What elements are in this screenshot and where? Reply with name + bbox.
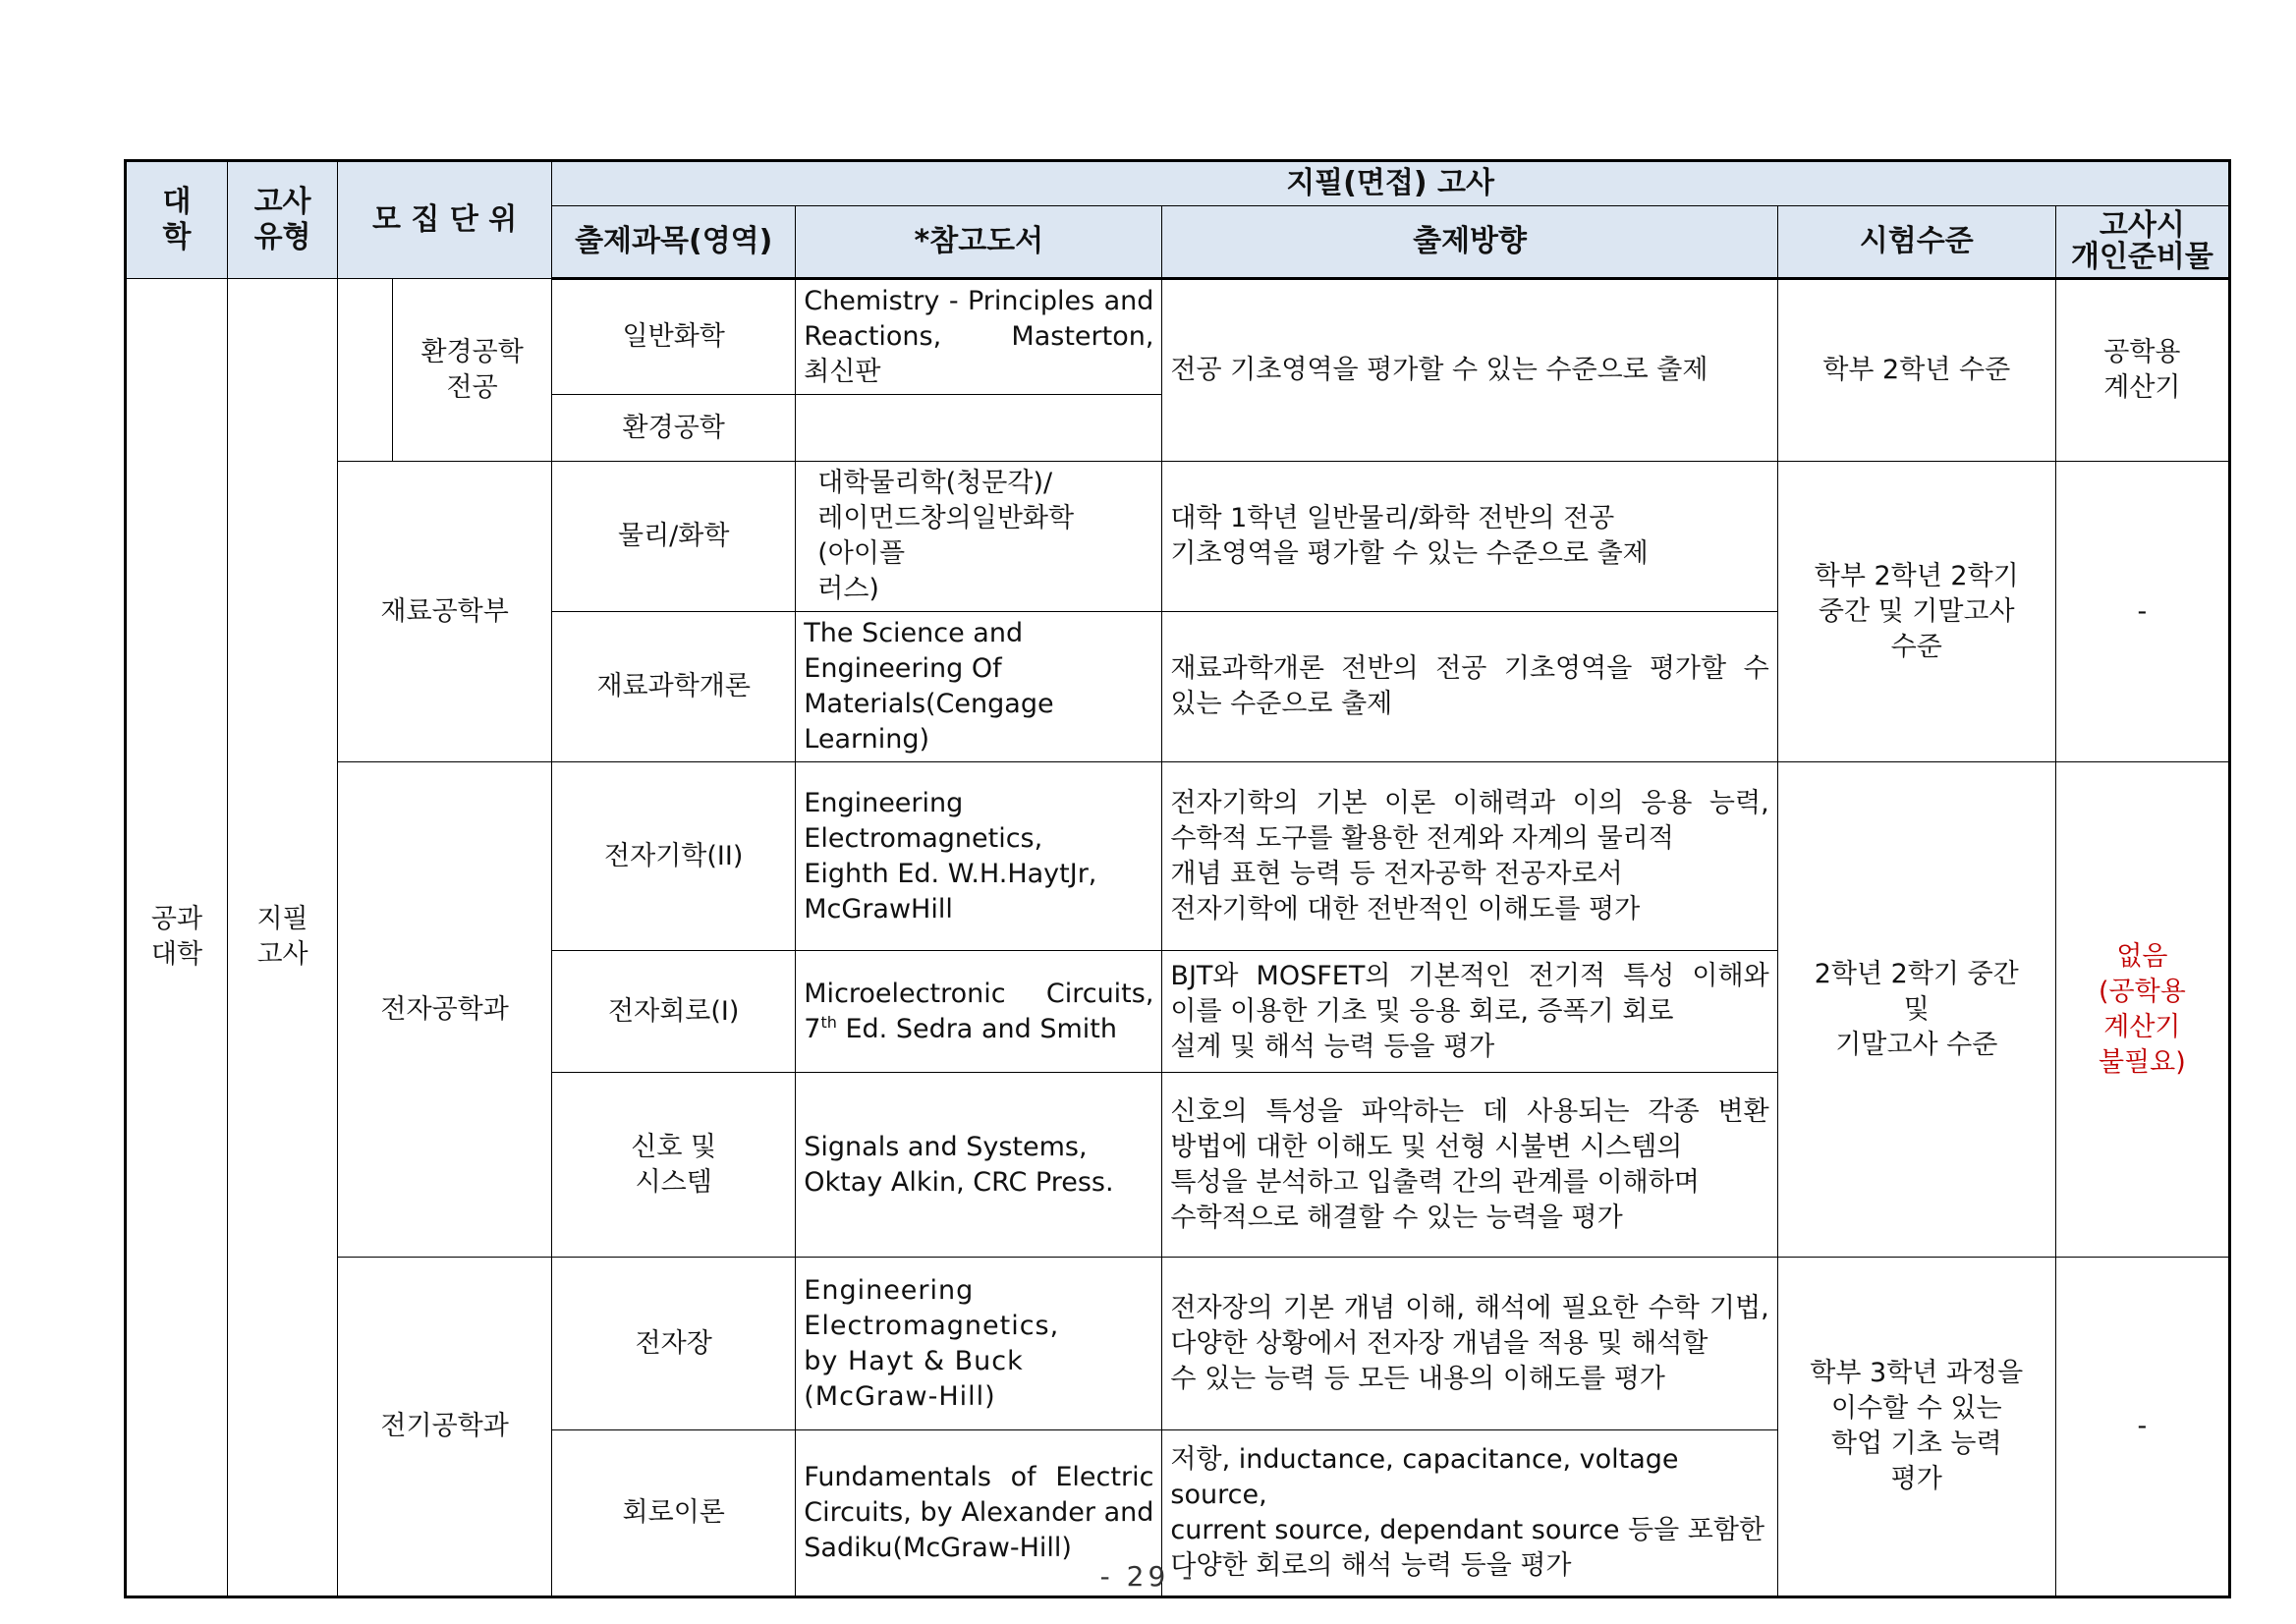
materials-electronic: 없음 (공학용 계산기 불필요) [2055, 762, 2229, 1258]
unit-env: 환경공학 전공 [393, 279, 552, 462]
direction-cell: 대학 1학년 일반물리/화학 전반의 전공 기초영역을 평가할 수 있는 수준으로 출제 [1162, 462, 1777, 612]
header-exam-type: 고사 유형 [228, 161, 338, 279]
header-direction: 출제방향 [1162, 206, 1777, 279]
direction-cell: 저항, inductance, capacitance, voltage source, current source, dependant source 등을 포함한 다양한 회로의 해석 능력 등을 평가 [1162, 1430, 1777, 1597]
header-reference: *참고도서 [796, 206, 1162, 279]
reference-main: Microelectronic Circuits, 7 [804, 978, 1154, 1044]
exam-type-cell: 지필 고사 [228, 279, 338, 1597]
level-electrical: 학부 3학년 과정을 이수할 수 있는 학업 기초 능력 평가 [1777, 1258, 2055, 1597]
subject-cell: 신호 및 시스템 [552, 1073, 796, 1258]
subject-cell: 회로이론 [552, 1430, 796, 1597]
reference-cell [796, 951, 1162, 1073]
unit-electronic: 전자공학과 [338, 762, 552, 1258]
header-materials: 고사시 개인준비물 [2055, 206, 2229, 279]
reference-cell: 대학물리학(청문각)/ 레이먼드창의일반화학(아이플 러스) [796, 462, 1162, 612]
unit-materials: 재료공학부 [338, 462, 552, 762]
reference-cell: Engineering Electromagnetics, by Hayt & Buck (McGraw-Hill) [796, 1258, 1162, 1430]
unit-electrical: 전기공학과 [338, 1258, 552, 1597]
page-number: - 29 - [1099, 1560, 1197, 1593]
unit-indent-cell [338, 279, 393, 462]
level-env: 학부 2학년 수준 [1777, 279, 2055, 462]
reference-tail: Ed. Sedra and Smith [836, 1013, 1117, 1044]
reference-cell: Signals and Systems, Oktay Alkin, CRC Press. [796, 1073, 1162, 1258]
exam-table [124, 159, 2231, 1598]
materials-env: 공학용 계산기 [2055, 279, 2229, 462]
direction-cell: 전자장의 기본 개념 이해, 해석에 필요한 수학 기법, 다양한 상황에서 전자장 개념을 적용 및 해석할 수 있는 능력 등 모든 내용의 이해도를 평가 [1162, 1258, 1777, 1430]
level-materials: 학부 2학년 2학기 중간 및 기말고사 수준 [1777, 462, 2055, 762]
reference-cell [796, 395, 1162, 462]
materials-electrical: - [2055, 1258, 2229, 1597]
header-university: 대 학 [126, 161, 228, 279]
subject-cell: 전자기학(II) [552, 762, 796, 951]
materials-materials: - [2055, 462, 2229, 762]
direction-cell: 재료과학개론 전반의 전공 기초영역을 평가할 수 있는 수준으로 출제 [1162, 612, 1777, 762]
subject-cell: 전자장 [552, 1258, 796, 1430]
reference-sup: th [820, 1012, 837, 1032]
header-written-exam: 지필(면접) 고사 [552, 161, 2230, 206]
reference-cell: Fundamentals of Electric Circuits, by Alexander and Sadiku(McGraw-Hill) [796, 1430, 1162, 1597]
college-cell: 공과 대학 [126, 279, 228, 1597]
reference-cell: Chemistry - Principles and Reactions, Masterton, 최신판 [796, 279, 1162, 395]
subject-cell: 재료과학개론 [552, 612, 796, 762]
direction-cell: 신호의 특성을 파악하는 데 사용되는 각종 변환 방법에 대한 이해도 및 선형 시불변 시스템의 특성을 분석하고 입출력 간의 관계를 이해하며 수학적으로 해결할 수 있는 능력을 평가 [1162, 1073, 1777, 1258]
direction-cell: 전자기학의 기본 이론 이해력과 이의 응용 능력, 수학적 도구를 활용한 전계와 자계의 물리적 개념 표현 능력 등 전자공학 전공자로서 전자기학에 대한 전반적인 이해도를 평가 [1162, 762, 1777, 951]
reference-cell: The Science and Engineering Of Materials(Cengage Learning) [796, 612, 1162, 762]
subject-cell: 전자회로(I) [552, 951, 796, 1073]
header-level: 시험수준 [1777, 206, 2055, 279]
subject-cell: 물리/화학 [552, 462, 796, 612]
level-electronic: 2학년 2학기 중간 및 기말고사 수준 [1777, 762, 2055, 1258]
subject-cell: 환경공학 [552, 395, 796, 462]
reference-cell: Engineering Electromagnetics, Eighth Ed. W.H.HaytJr, McGrawHill [796, 762, 1162, 951]
header-subject: 출제과목(영역) [552, 206, 796, 279]
subject-cell: 일반화학 [552, 279, 796, 395]
direction-env: 전공 기초영역을 평가할 수 있는 수준으로 출제 [1162, 279, 1777, 462]
direction-cell: BJT와 MOSFET의 기본적인 전기적 특성 이해와 이를 이용한 기초 및 응용 회로, 증폭기 회로 설계 및 해석 능력 등을 평가 [1162, 951, 1777, 1073]
header-recruit-unit: 모 집 단 위 [338, 161, 552, 279]
